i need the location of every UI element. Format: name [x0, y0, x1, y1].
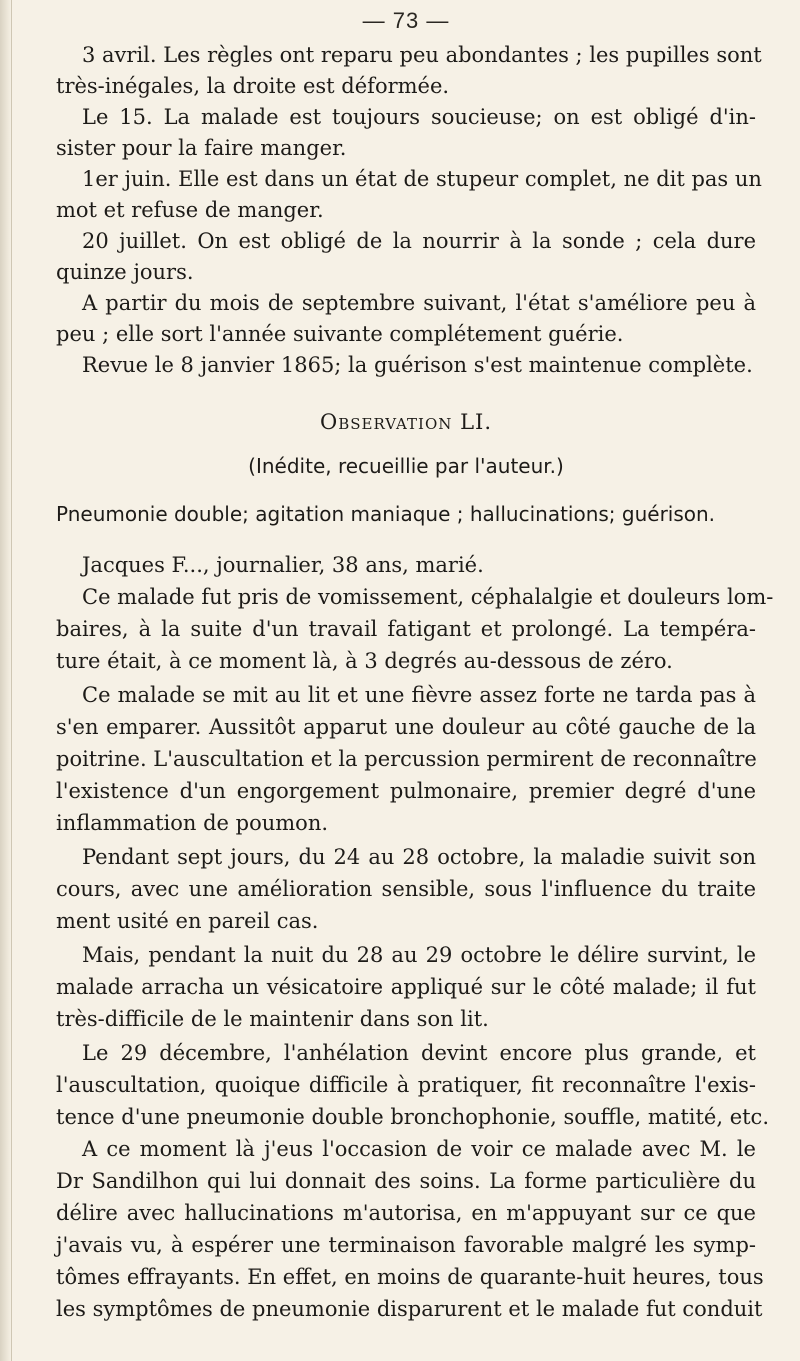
text-line: Revue le 8 janvier 1865; la guérison s'est maintenue complète. — [82, 353, 753, 377]
text-line: cours, avec une amélioration sensible, sous l'influence du traite — [56, 877, 756, 901]
text-line: tômes effrayants. En effet, en moins de quarante-huit heures, tous — [56, 1265, 764, 1289]
page-binding-edge — [11, 0, 12, 1361]
text-line: Mais, pendant la nuit du 28 au 29 octobre le délire survint, le — [82, 943, 756, 967]
text-line: très-inégales, la droite est déformée. — [56, 74, 450, 98]
text-line: mot et refuse de manger. — [56, 198, 324, 222]
observation-summary: Pneumonie double; agitation maniaque ; hallucinations; guérison. — [56, 502, 716, 526]
text-line: 1er juin. Elle est dans un état de stupeur complet, ne dit pas un — [82, 167, 762, 191]
text-line: quinze jours. — [56, 260, 194, 284]
page-number: — 73 — — [362, 8, 450, 33]
text-line: peu ; elle sort l'année suivante complétement guérie. — [56, 322, 624, 346]
text-line: sister pour la faire manger. — [56, 136, 347, 160]
text-line: Le 29 décembre, l'anhélation devint encore plus grande, et — [82, 1041, 756, 1065]
text-line: Dr Sandilhon qui lui donnait des soins. La forme particulière du — [56, 1169, 756, 1193]
text-line: délire avec hallucinations m'autorisa, en m'appuyant sur ce que — [56, 1201, 756, 1225]
text-line: l'existence d'un engorgement pulmonaire, premier degré d'une — [56, 779, 756, 803]
observation-subtitle: (Inédite, recueillie par l'auteur.) — [248, 454, 564, 478]
text-line: 3 avril. Les règles ont reparu peu abondantes ; les pupilles sont — [82, 43, 762, 67]
text-line: malade arracha un vésicatoire appliqué sur le côté malade; il fut — [56, 975, 756, 999]
text-line: très-difficile de le maintenir dans son lit. — [56, 1007, 489, 1031]
text-line: s'en emparer. Aussitôt apparut une douleur au côté gauche de la — [56, 715, 756, 739]
text-line: Jacques F..., journalier, 38 ans, marié. — [82, 553, 484, 577]
text-line: les symptômes de pneumonie disparurent et le malade fut conduit — [56, 1297, 763, 1321]
observation-title: Observation LI. — [320, 410, 492, 434]
text-line: 20 juillet. On est obligé de la nourrir à la sonde ; cela dure — [82, 229, 756, 253]
text-line: inflammation de poumon. — [56, 811, 329, 835]
text-line: Ce malade fut pris de vomissement, céphalalgie et douleurs lom- — [82, 585, 774, 609]
text-line: ment usité en pareil cas. — [56, 909, 319, 933]
text-line: tence d'une pneumonie double bronchophonie, souffle, matité, etc. — [56, 1105, 769, 1129]
text-line: Pendant sept jours, du 24 au 28 octobre, la maladie suivit son — [82, 845, 756, 869]
text-line: Le 15. La malade est toujours soucieuse; on est obligé d'in- — [82, 105, 756, 129]
text-line: A partir du mois de septembre suivant, l'état s'améliore peu à — [82, 291, 756, 315]
text-line: l'auscultation, quoique difficile à pratiquer, fit reconnaître l'exis- — [56, 1073, 756, 1097]
text-line: ture était, à ce moment là, à 3 degrés au-dessous de zéro. — [56, 649, 673, 673]
text-line: poitrine. L'auscultation et la percussion permirent de reconnaître — [56, 747, 757, 771]
text-line: A ce moment là j'eus l'occasion de voir ce malade avec M. le — [82, 1137, 756, 1161]
text-line: Ce malade se mit au lit et une fièvre assez forte ne tarda pas à — [82, 683, 756, 707]
text-line: j'avais vu, à espérer une terminaison favorable malgré les symp- — [56, 1233, 756, 1257]
text-line: baires, à la suite d'un travail fatigant et prolongé. La tempéra- — [56, 617, 756, 641]
